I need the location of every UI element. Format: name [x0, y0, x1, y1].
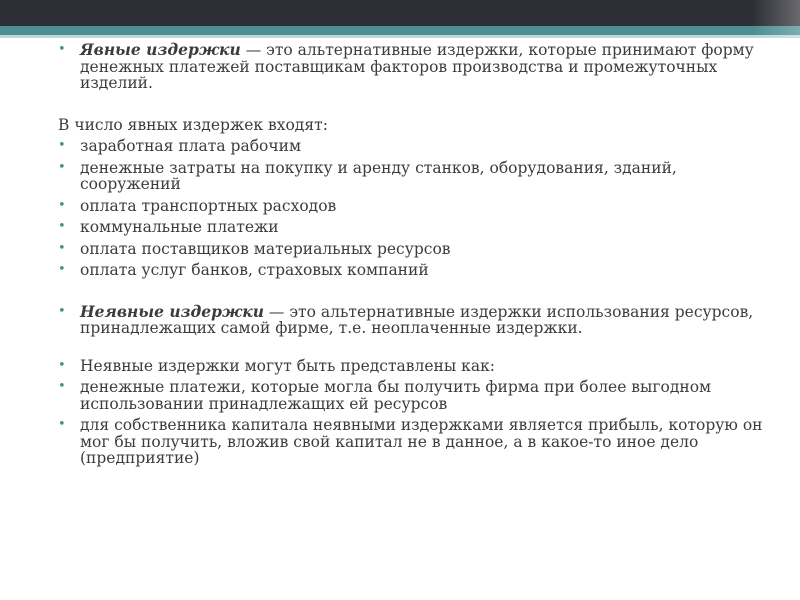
explicit-costs-intro: В число явных издержек входят:: [58, 115, 328, 134]
list-item: [58, 138, 778, 155]
implicit-costs-intro: [58, 358, 778, 375]
implicit-intro-text: Неявные издержки могут быть представлены как:: [80, 356, 495, 375]
list-item-text: оплата транспортных расходов: [80, 196, 337, 215]
list-item: [58, 219, 778, 236]
header-band-accent: [0, 26, 800, 35]
bullet-icon: •: [58, 240, 66, 256]
header-band-dark: [0, 0, 800, 26]
definition-explicit-costs: [58, 42, 778, 92]
list-item-text: денежные платежи, которые могла бы получить фирма при более выгодном использовании принадлежащих ей ресурсов: [80, 378, 712, 413]
list-item-text: оплата услуг банков, страховых компаний: [80, 261, 429, 279]
list-item: [58, 241, 778, 258]
slide-body: [58, 42, 778, 472]
list-item-text: денежные затраты на покупку и аренду станков, оборудования, зданий, сооружений: [80, 158, 677, 193]
bullet-icon: •: [58, 303, 66, 319]
definition-implicit-costs: [58, 301, 778, 337]
bullet-icon: •: [58, 262, 66, 277]
definition-text: — это альтернативные издержки использования ресурсов, принадлежащих самой фирме, т.е. неоплаченные издержки.: [80, 302, 754, 337]
implicit-costs-list: [58, 379, 778, 467]
term-implicit-costs: Неявные издержки: [80, 301, 264, 321]
list-item: [58, 262, 778, 279]
bullet-icon: •: [58, 357, 66, 373]
list-item: [58, 379, 778, 412]
bullet-icon: •: [58, 197, 66, 213]
list-item: [58, 417, 778, 467]
list-item-text: оплата поставщиков материальных ресурсов: [80, 239, 451, 258]
bullet-icon: •: [58, 417, 66, 432]
explicit-costs-list: [58, 138, 778, 279]
header-highlight: [752, 0, 800, 38]
list-item-text: заработная плата рабочим: [80, 137, 301, 155]
header-band-line: [0, 35, 800, 38]
list-item: [58, 160, 778, 193]
term-explicit-costs: Явные издержки: [80, 40, 241, 59]
list-item-text: для собственника капитала неявными издержками является прибыль, которую он мог бы получить, вложив свой капитал не в данное, а в какое-то иное дело (предприятие): [80, 416, 763, 467]
bullet-icon: •: [58, 219, 66, 234]
bullet-icon: •: [58, 138, 66, 153]
bullet-icon: •: [58, 159, 66, 175]
list-item: [58, 198, 778, 215]
bullet-icon: •: [58, 379, 66, 394]
definition-text: — это альтернативные издержки, которые принимают форму денежных платежей поставщикам факторов производства и промежуточных изделий.: [80, 41, 754, 92]
bullet-icon: •: [58, 42, 66, 57]
list-item-text: коммунальные платежи: [80, 218, 279, 236]
